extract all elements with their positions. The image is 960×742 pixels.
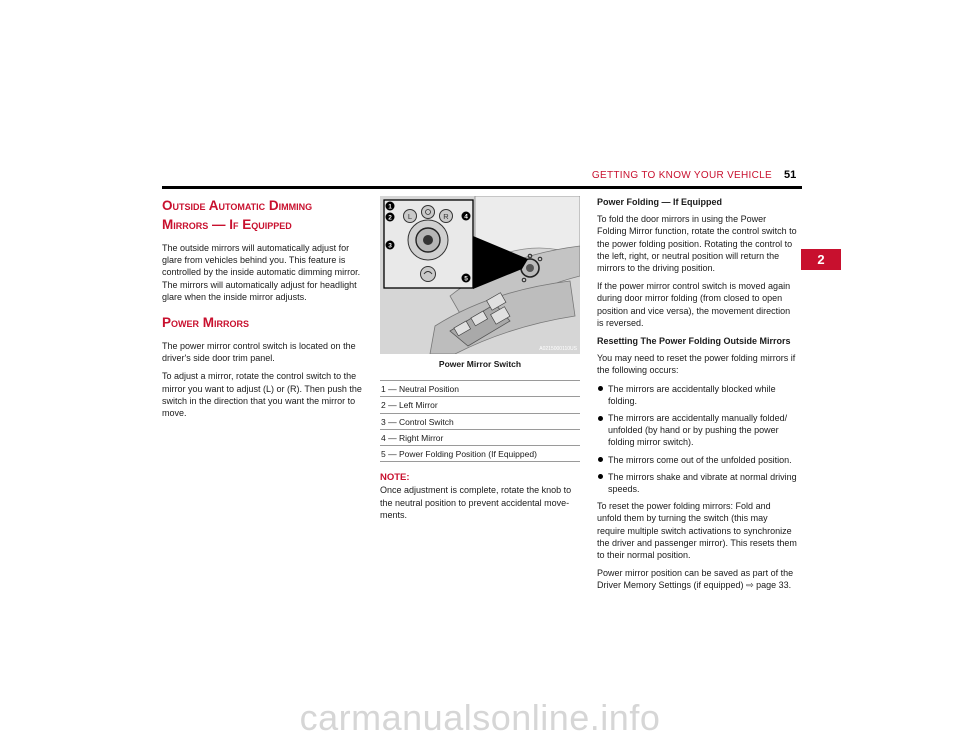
legend-cell: 4 — Right Mirror xyxy=(380,429,580,445)
memory-settings-text: Power mirror position can be saved as part of the Driver Memory Settings (if equipped) xyxy=(597,568,794,591)
list-item: The mirrors are accidentally manually folded/ unfolded (by hand or by pushing the power folding mirror switch). xyxy=(597,412,797,449)
callout-2: 2 xyxy=(388,214,392,222)
section-title-power-mirrors: Power Mirrors xyxy=(162,315,250,331)
arrow-right-icon: ⇨ xyxy=(746,580,754,591)
figure-caption: Power Mirror Switch xyxy=(438,359,522,369)
legend-row xyxy=(380,381,580,397)
legend-cell: 2 — Left Mirror xyxy=(380,397,580,413)
note-title: NOTE: xyxy=(380,472,410,484)
power-folding-p2: If the power mirror control switch is moved again during door mirror folding (from closed to open position and vice versa), the movement direction is reversed. xyxy=(597,281,791,328)
legend-row xyxy=(380,446,580,462)
header-rule xyxy=(162,186,802,189)
list-item: The mirrors are accidentally blocked while folding. xyxy=(597,383,797,407)
legend-cell: 5 — Power Folding Position (If Equipped) xyxy=(380,446,580,462)
chapter-tab[interactable]: 2 xyxy=(801,249,841,270)
legend-cell: 1 — Neutral Position xyxy=(380,381,580,397)
list-item: The mirrors come out of the unfolded position. xyxy=(597,454,797,466)
note-body: Once adjustment is complete, rotate the knob to the neutral position to prevent accidental move-ments. xyxy=(380,485,572,520)
power-mirror-switch-illustration xyxy=(380,196,580,354)
page-number: 51 xyxy=(784,169,797,181)
callout-5: 5 xyxy=(464,275,468,283)
subsection-title-resetting: Resetting The Power Folding Outside Mirrors xyxy=(597,336,791,347)
power-folding-p1: To fold the door mirrors in using the Power Folding Mirror function, rotate the control switch to the power folding position. Rotating the control to the left, right, or neutral position will return the mirrors to the driving position. xyxy=(597,214,797,274)
legend-row xyxy=(380,429,580,445)
legend-row xyxy=(380,397,580,413)
reset-procedure: To reset the power folding mirrors: Fold and unfold them by turning the switch (this may require multiple switch activations to synchronize the driver and passenger mirror). This resets them to their normal position. xyxy=(597,501,797,561)
left-mirror-label: L xyxy=(407,212,413,221)
column-left xyxy=(162,196,362,425)
section-title-dimming-mirrors: Outside Automatic Dimming Mirrors — If Equipped xyxy=(162,198,313,232)
dimming-mirrors-body: The outside mirrors will automatically adjust for glare from vehicles behind you. This feature is controlled by the inside automatic dimming mirror. The mirrors will automatically adjust for headlight glare when the inside mirror adjusts. xyxy=(162,243,361,302)
list-item: The mirrors shake and vibrate at normal driving speeds. xyxy=(597,471,797,495)
page-reference-link[interactable]: page 33. xyxy=(756,580,792,591)
figure-legend-table xyxy=(380,380,580,462)
power-mirrors-adjust: To adjust a mirror, rotate the control switch to the mirror you want to adjust (L) or (R). Then push the switch in the direction that you want the mirror to move. xyxy=(162,371,362,419)
resetting-intro: You may need to reset the power folding mirrors if the following occurs: xyxy=(597,353,796,376)
watermark: carmanualsonline.info xyxy=(299,697,661,738)
right-mirror-label: R xyxy=(443,212,449,221)
callout-4: 4 xyxy=(464,213,468,221)
legend-cell: 3 — Control Switch xyxy=(380,413,580,429)
header-title: GETTING TO KNOW YOUR VEHICLE xyxy=(591,170,772,181)
power-mirrors-location: The power mirror control switch is located on the driver's side door trim panel. xyxy=(162,341,356,364)
door-panel-drawing xyxy=(380,196,580,354)
reset-conditions-list xyxy=(597,383,797,496)
callout-1: 1 xyxy=(388,203,392,211)
figure-code: A0215000110US xyxy=(539,346,577,352)
column-right xyxy=(597,196,797,598)
callout-3: 3 xyxy=(388,242,392,250)
memory-settings-paragraph xyxy=(597,567,797,591)
subsection-title-power-folding: Power Folding — If Equipped xyxy=(597,197,722,207)
legend-row xyxy=(380,413,580,429)
column-middle xyxy=(380,196,580,527)
